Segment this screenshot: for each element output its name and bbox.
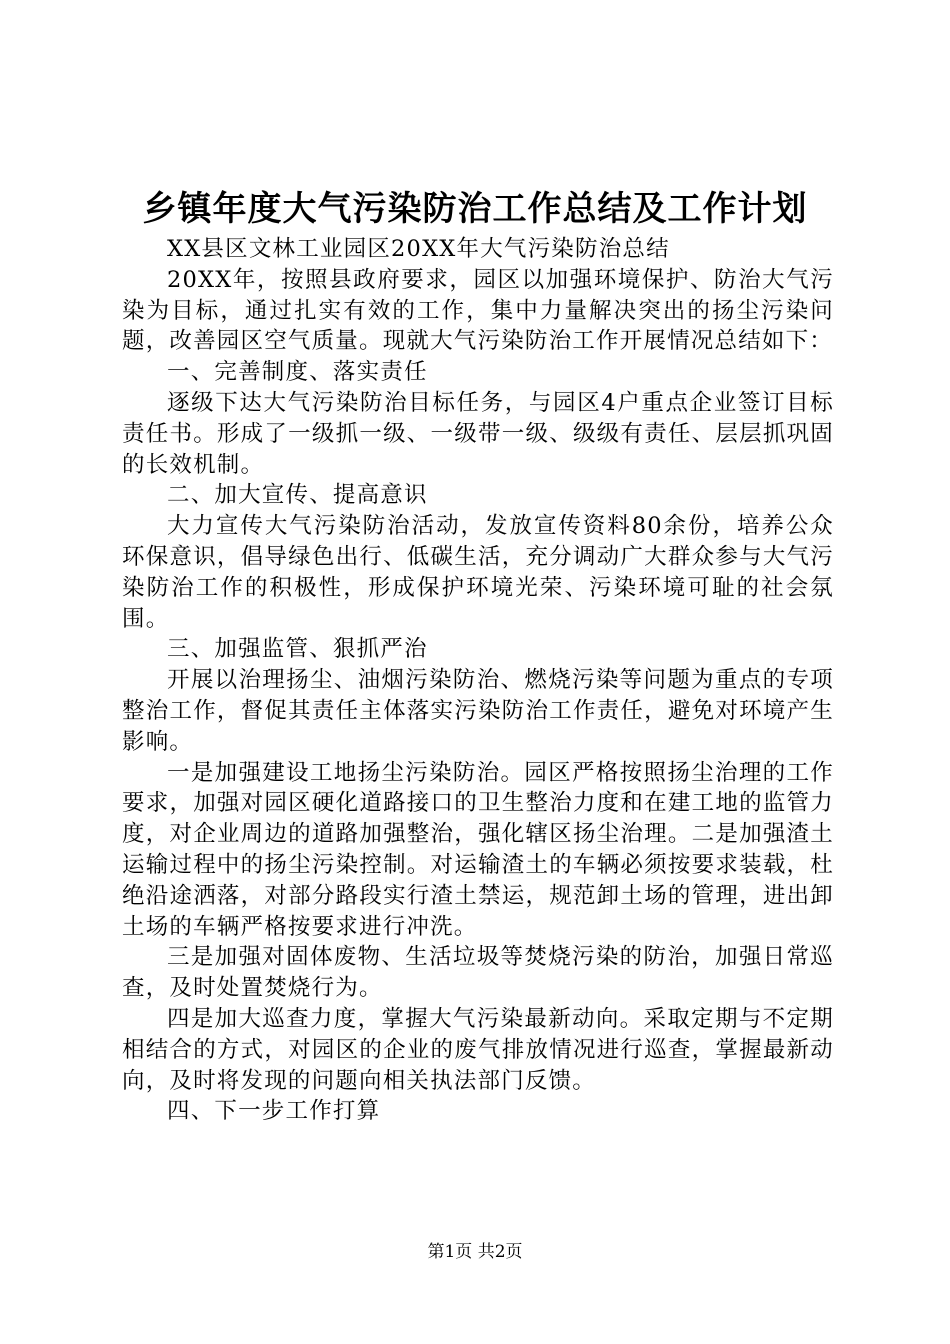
- section-heading-4: 四、下一步工作打算: [167, 1098, 381, 1125]
- section-heading-3: 三、加强监管、狠抓严治: [167, 636, 428, 663]
- document-body: [122, 234, 834, 1127]
- paragraph-measure-1-2: 一是加强建设工地扬尘污染防治。园区严格按照扬尘治理的工作要求，加强对园区硬化道路接口的卫生整治力度和在建工地的监管力度，对企业周边的道路加强整治，强化辖区扬尘治理。二是加强渣土运输过程中的扬尘污染控制。对运输渣土的车辆必须按要求装载，杜绝沿途洒落，对部分路段实行渣土禁运，规范卸土场的管理，进出卸土场的车辆严格按要求进行冲洗。: [122, 759, 834, 940]
- section-heading-1: 一、完善制度、落实责任: [167, 359, 428, 386]
- paragraph-measure-4: 四是加大巡查力度，掌握大气污染最新动向。采取定期与不定期相结合的方式，对园区的企业的废气排放情况进行巡查，掌握最新动向，及时将发现的问题向相关执法部门反馈。: [122, 1005, 834, 1094]
- paragraph-section-3: 开展以治理扬尘、油烟污染防治、燃烧污染等问题为重点的专项整治工作，督促其责任主体落实污染防治工作责任，避免对环境产生影响。: [122, 667, 834, 755]
- section-heading-2: 二、加大宣传、提高意识: [167, 482, 428, 509]
- paragraph-measure-3: 三是加强对固体废物、生活垃圾等焚烧污染的防治，加强日常巡查，及时处置焚烧行为。: [122, 944, 834, 1002]
- paragraph-intro: 20XX年，按照县政府要求，园区以加强环境保护、防治大气污染为目标，通过扎实有效的工作，集中力量解决突出的扬尘污染问题，改善园区空气质量。现就大气污染防治工作开展情况总结如下：: [122, 266, 834, 355]
- paragraph-section-1: 逐级下达大气污染防治目标任务，与园区4户重点企业签订目标责任书。形成了一级抓一级、一级带一级、级级有责任、层层抓巩固的长效机制。: [122, 389, 834, 478]
- document-title: 乡镇年度大气污染防治工作总结及工作计划: [142, 189, 808, 229]
- paragraph-section-2: 大力宣传大气污染防治活动，发放宣传资料80余份，培养公众环保意识，倡导绿色出行、低碳生活，充分调动广大群众参与大气污染防治工作的积极性，形成保护环境光荣、污染环境可耻的社会氛围。: [122, 513, 834, 632]
- page-number-footer: 第1页 共2页: [427, 1242, 523, 1262]
- paragraph-subtitle: XX县区文林工业园区20XX年大气污染防治总结: [167, 236, 670, 262]
